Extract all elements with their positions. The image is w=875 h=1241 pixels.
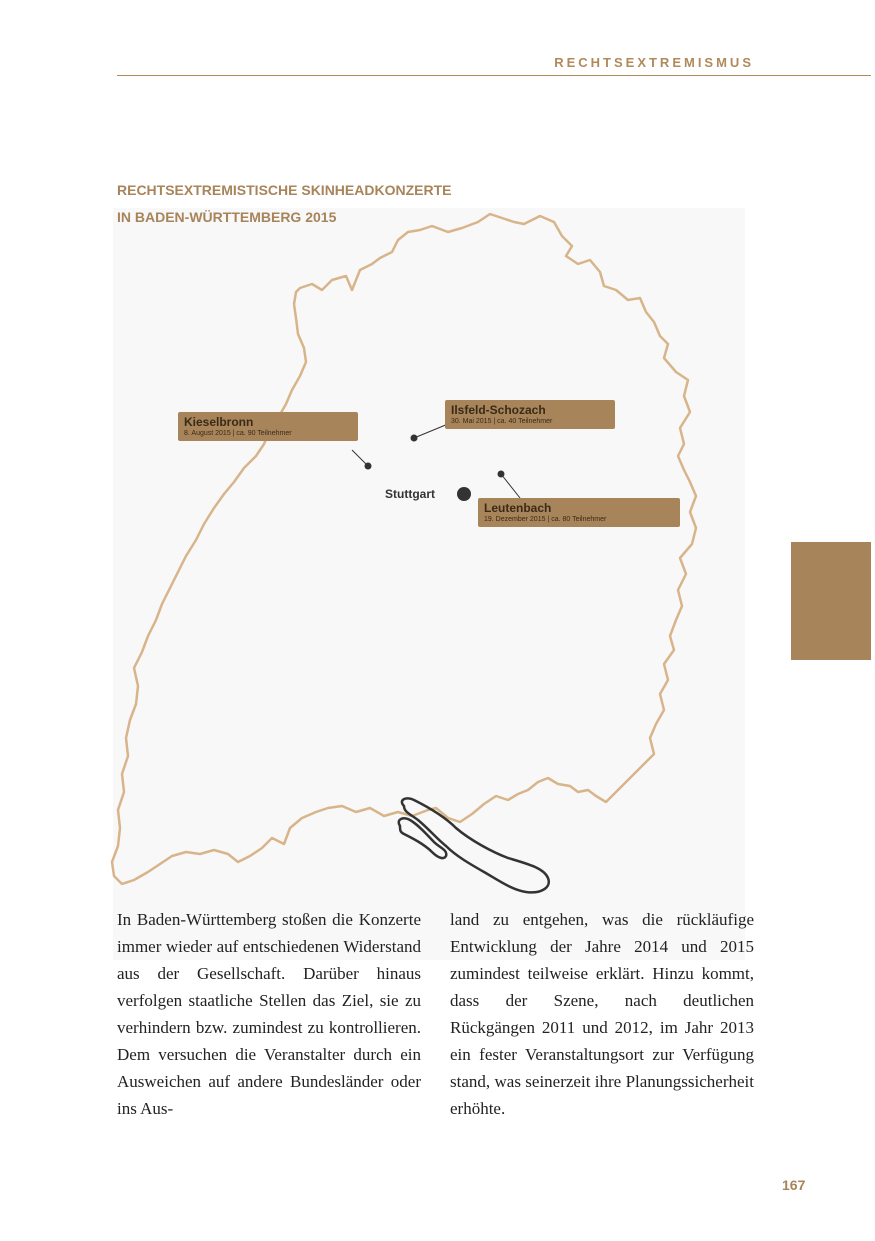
leutenbach-leader <box>501 474 520 498</box>
location-name: Kieselbronn <box>184 415 254 429</box>
city-label-stuttgart: Stuttgart <box>385 487 435 501</box>
figure-title-line2: IN BADEN-WÜRTTEMBERG 2015 <box>117 209 337 225</box>
location-name: Leutenbach <box>484 501 552 515</box>
side-tab-marker <box>791 542 871 660</box>
figure-title <box>117 177 451 231</box>
location-detail: 19. Dezember 2015 | ca. 80 Teilnehmer <box>484 516 607 523</box>
kieselbronn-leader <box>352 450 368 466</box>
location-label-kieselbronn <box>178 412 358 441</box>
stuttgart-marker <box>457 487 471 501</box>
location-label-leutenbach <box>478 498 680 527</box>
location-label-ilsfeld-schozach <box>445 400 615 429</box>
figure-title-line1: RECHTSEXTREMISTISCHE SKINHEADKONZERTE <box>117 182 452 198</box>
location-detail: 30. Mai 2015 | ca. 40 Teilnehmer <box>451 418 553 425</box>
location-name: Ilsfeld-Schozach <box>451 403 546 417</box>
section-title: RECHTSEXTREMISMUS <box>554 55 754 70</box>
page-number: 167 <box>782 1177 806 1193</box>
location-detail: 8. August 2015 | ca. 90 Teilnehmer <box>184 430 292 437</box>
state-border <box>112 214 696 884</box>
body-text-right-column: land zu entgehen, was die rückläufige Entwicklung der Jahre 2014 und 2015 zumindest teilweise erklärt. Hinzu kommt, dass der Szene, nach deutlichen Rückgängen 2011 und 2012, im Jahr 2013 ein fester Veranstaltungsort zur Verfügung stand, was seinerzeit ihre Planungssicherheit erhöhte. <box>450 910 754 1118</box>
body-text-left-column: In Baden-Württemberg stoßen die Konzerte immer wieder auf entschiedenen Widerstand aus der Gesellschaft. Darüber hinaus verfolgen staatliche Stellen das Ziel, sie zu verhindern bzw. zumindest zu kontrollieren. Dem versuchen die Veranstalter durch ein Ausweichen auf andere Bundesländer oder ins Aus- <box>117 910 421 1118</box>
ilsfeld-leader <box>414 424 448 438</box>
